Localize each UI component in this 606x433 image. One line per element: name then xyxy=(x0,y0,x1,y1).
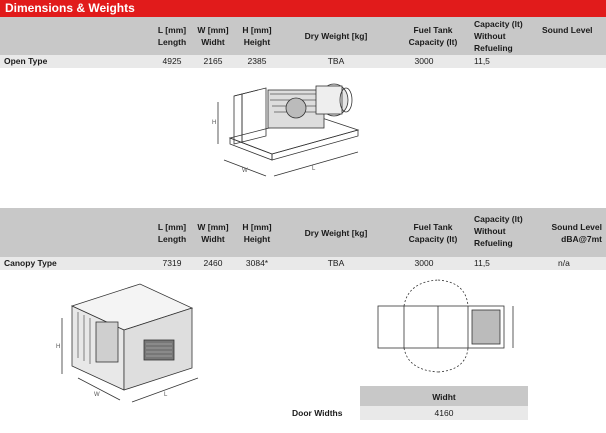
value-fuel-tank: 3000 xyxy=(414,258,434,268)
col-capacity-line3: Refueling xyxy=(474,43,513,53)
col-sound-line2: dBA@7mt xyxy=(561,234,602,244)
row-label: Canopy Type xyxy=(4,258,57,268)
value-dry-weight: TBA xyxy=(327,258,345,268)
col-dry-weight: Dry Weight [kg] xyxy=(304,228,368,238)
value-capacity: 11,5 xyxy=(474,258,490,268)
col-width-line2: Widht xyxy=(201,234,225,244)
col-dry-weight: Dry Weight [kg] xyxy=(304,31,368,41)
value-length: 7319 xyxy=(162,258,182,268)
col-width-line2: Widht xyxy=(201,37,225,47)
open-genset-drawing xyxy=(208,72,368,196)
col-width-line1: W [mm] xyxy=(197,25,229,35)
svg-text:W: W xyxy=(242,168,248,174)
col-capacity xyxy=(474,213,534,249)
col-height xyxy=(236,24,278,48)
col-length-line1: L [mm] xyxy=(157,25,187,35)
value-dry-weight: TBA xyxy=(327,56,345,66)
col-height-line1: H [mm] xyxy=(242,222,272,232)
value-fuel-tank: 3000 xyxy=(414,56,434,66)
section-title: Dimensions & Weights xyxy=(0,0,606,17)
door-width-value: 4160 xyxy=(434,408,454,418)
value-length: 4925 xyxy=(162,56,182,66)
col-capacity-line1: Capacity (lt) xyxy=(474,214,523,224)
col-capacity-line2: Without xyxy=(474,226,506,236)
col-sound-line1: Sound Level xyxy=(551,222,602,232)
col-capacity-line2: Without xyxy=(474,31,506,41)
value-width: 2165 xyxy=(203,56,223,66)
col-length-line1: L [mm] xyxy=(157,222,187,232)
open-table-header xyxy=(0,17,606,55)
col-length-line2: Length xyxy=(157,234,187,244)
col-length-line2: Length xyxy=(157,37,187,47)
door-widths-label: Door Widths xyxy=(292,408,343,418)
svg-text:H: H xyxy=(56,344,61,350)
col-width-line1: W [mm] xyxy=(197,222,229,232)
col-fuel-line1: Fuel Tank xyxy=(413,25,453,35)
canopy-genset-drawing xyxy=(48,278,212,418)
col-length xyxy=(152,221,192,245)
canopy-table-header xyxy=(0,208,606,257)
col-width xyxy=(193,24,233,48)
col-fuel-tank xyxy=(404,24,462,48)
col-fuel-line2: Capacity (lt) xyxy=(408,234,458,244)
col-height xyxy=(236,221,278,245)
col-capacity-line1: Capacity (lt) xyxy=(474,19,523,29)
col-capacity-line3: Refueling xyxy=(474,238,513,248)
row-label: Open Type xyxy=(4,56,48,66)
col-fuel-line1: Fuel Tank xyxy=(413,222,453,232)
svg-text:H: H xyxy=(212,120,217,126)
svg-text:L: L xyxy=(312,166,316,172)
door-width-header xyxy=(360,386,528,406)
door-top-view-drawing xyxy=(368,276,528,376)
value-height: 3084* xyxy=(245,258,269,268)
svg-text:L: L xyxy=(164,392,168,398)
col-height-line1: H [mm] xyxy=(242,25,272,35)
col-sound-level: Sound Level xyxy=(542,25,593,35)
col-height-line2: Height xyxy=(243,37,271,47)
svg-text:W: W xyxy=(94,392,100,398)
value-width: 2460 xyxy=(203,258,223,268)
door-width-row xyxy=(360,406,528,420)
col-fuel-line2: Capacity (lt) xyxy=(408,37,458,47)
col-sound-level xyxy=(536,221,602,245)
value-capacity: 11,5 xyxy=(474,56,490,66)
door-width-header-label: Widht xyxy=(432,392,456,402)
col-width xyxy=(193,221,233,245)
open-type-row xyxy=(0,55,606,68)
col-fuel-tank xyxy=(404,221,462,245)
col-height-line2: Height xyxy=(243,234,271,244)
canopy-type-row xyxy=(0,257,606,270)
col-length xyxy=(152,24,192,48)
value-height: 2385 xyxy=(247,56,267,66)
value-sound: n/a xyxy=(558,258,570,268)
col-capacity xyxy=(474,18,534,54)
